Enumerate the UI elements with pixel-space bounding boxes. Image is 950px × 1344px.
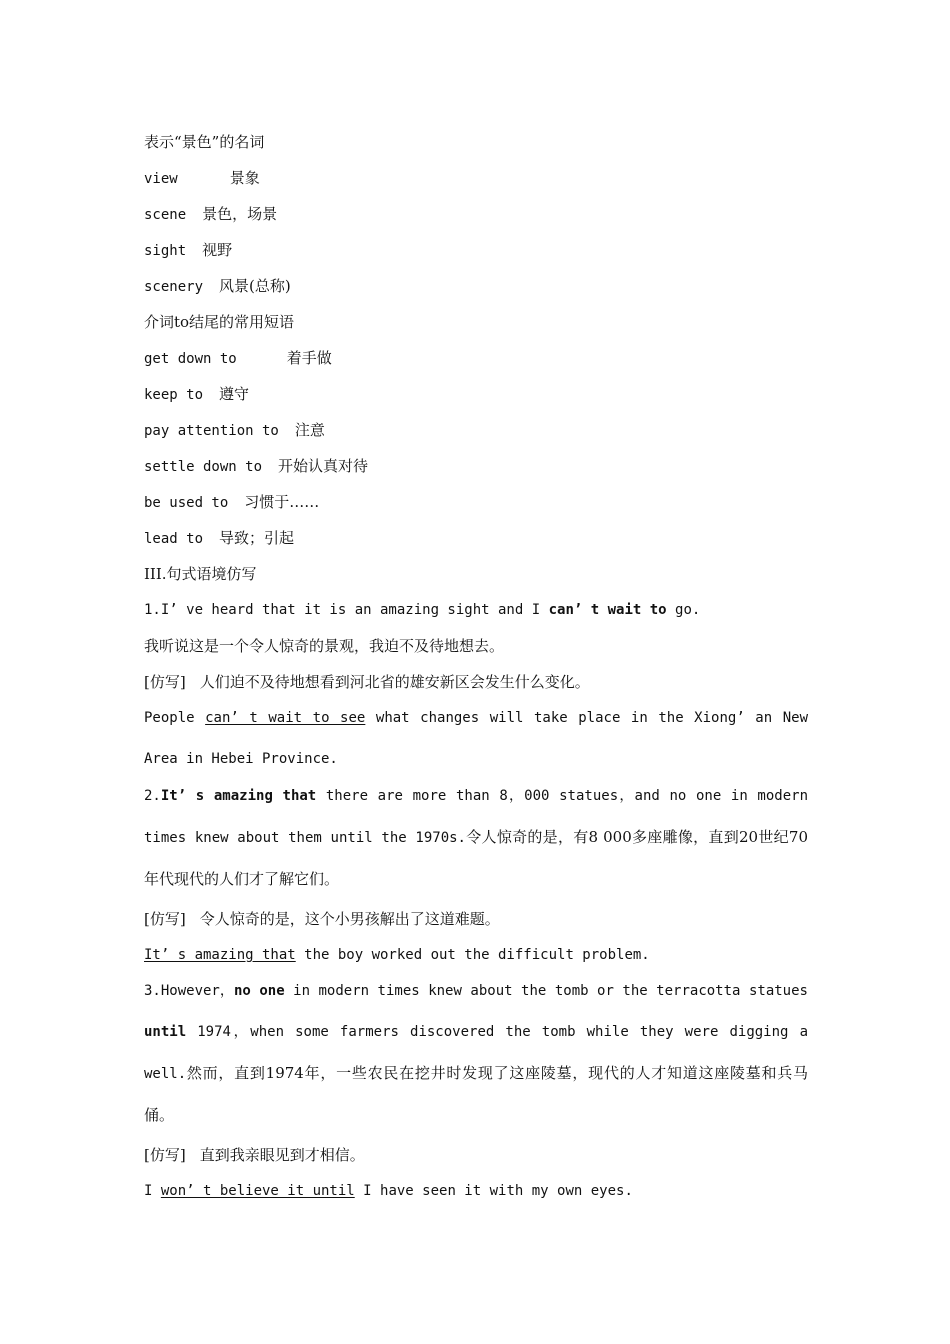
example-translation-2: 令人惊奇的是，有8 000多座雕像，直到20世纪70年代现代的人们才了解它们。 xyxy=(144,828,808,888)
sentence-number: 1. xyxy=(144,602,161,618)
sentence-number: 2. xyxy=(144,788,161,804)
sentence-text: I’ ve heard that it is an amazing sight and I xyxy=(160,602,549,618)
phrase-en: keep to xyxy=(144,387,204,403)
answer-blank: can’ t wait to see xyxy=(205,710,366,726)
heading-scenery-nouns: 表示“景色”的名词 xyxy=(144,133,265,151)
vocab-en: sight xyxy=(144,243,187,259)
key-pattern: no one xyxy=(234,983,285,999)
vocab-item xyxy=(144,268,808,304)
heading-sentence-imitation: III.句式语境仿写 xyxy=(144,565,257,583)
imitation-answer-3 xyxy=(144,1173,808,1209)
answer-text: what changes will take place in the Xiong’ an New Area in Hebei Province. xyxy=(144,710,808,767)
imitation-label: [仿写] xyxy=(144,910,186,928)
imitation-answer-2 xyxy=(144,937,808,973)
vocab-en: view xyxy=(144,171,178,187)
imitation-task-3 xyxy=(144,1137,808,1173)
phrase-en: lead to xyxy=(144,531,204,547)
phrase-item xyxy=(144,484,808,520)
phrase-en: pay attention to xyxy=(144,423,279,439)
vocab-item xyxy=(144,160,808,196)
sentence-text: in modern times knew about the tomb or the terracotta statues xyxy=(284,983,808,999)
imitation-label: [仿写] xyxy=(144,1146,186,1164)
phrase-zh: 开始认真对待 xyxy=(278,457,369,475)
phrase-en: settle down to xyxy=(144,459,263,475)
vocab-item xyxy=(144,196,808,232)
vocab-en: scene xyxy=(144,207,187,223)
example-sentence-2 xyxy=(144,776,808,901)
phrase-zh: 着手做 xyxy=(286,349,332,367)
heading-to-phrases: 介词to结尾的常用短语 xyxy=(144,313,295,331)
vocab-zh: 景象 xyxy=(229,169,260,187)
imitation-task-1 xyxy=(144,664,808,700)
sentence-text: there are more than 8，000 statues，and no one in modern times knew about them until the 1970s. xyxy=(144,788,808,846)
answer-blank: won’ t believe it until xyxy=(160,1183,355,1199)
vocab-item xyxy=(144,232,808,268)
sentence-text: 1974，when some farmers discovered the tomb while they were digging a well. xyxy=(144,1024,808,1082)
imitation-prompt: 令人惊奇的是，这个小男孩解出了这道难题。 xyxy=(199,910,500,928)
sentence-text: go. xyxy=(666,602,701,618)
imitation-prompt: 直到我亲眼见到才相信。 xyxy=(199,1146,365,1164)
document-content xyxy=(144,124,808,1209)
answer-text: People xyxy=(144,710,206,726)
answer-text: the boy worked out the difficult problem. xyxy=(295,947,650,963)
example-sentence-1 xyxy=(144,592,808,628)
sentence-text: However， xyxy=(160,983,234,999)
answer-text: I xyxy=(144,1183,161,1199)
example-translation-3: 然而，直到1974年，一些农民在挖井时发现了这座陵墓，现代的人才知道这座陵墓和兵马俑。 xyxy=(144,1064,808,1124)
imitation-task-2 xyxy=(144,901,808,937)
phrase-zh: 遵守 xyxy=(219,385,250,403)
example-translation-1: 我听说这是一个令人惊奇的景观，我迫不及待地想去。 xyxy=(144,637,505,655)
phrase-zh: 导致；引起 xyxy=(219,529,295,547)
imitation-prompt: 人们迫不及待地想看到河北省的雄安新区会发生什么变化。 xyxy=(199,673,590,691)
phrase-en: be used to xyxy=(144,495,229,511)
vocab-zh: 视野 xyxy=(202,241,233,259)
phrase-zh: 习惯于…… xyxy=(244,493,320,511)
phrase-item xyxy=(144,520,808,556)
vocab-en: scenery xyxy=(144,279,204,295)
answer-text: I have seen it with my own eyes. xyxy=(354,1183,633,1199)
key-pattern: can’ t wait to xyxy=(548,602,667,618)
sentence-number: 3. xyxy=(144,983,161,999)
key-pattern: It’ s amazing that xyxy=(160,788,317,804)
phrase-item xyxy=(144,340,808,376)
phrase-en: get down to xyxy=(144,351,237,367)
phrase-item xyxy=(144,412,808,448)
key-pattern: until xyxy=(144,1024,187,1040)
answer-blank: It’ s amazing that xyxy=(144,947,296,963)
example-sentence-3 xyxy=(144,971,808,1137)
vocab-zh: 风景(总称) xyxy=(219,277,291,295)
phrase-item xyxy=(144,376,808,412)
imitation-label: [仿写] xyxy=(144,673,186,691)
vocab-zh: 景色，场景 xyxy=(202,205,278,223)
phrase-zh: 注意 xyxy=(294,421,325,439)
phrase-item xyxy=(144,448,808,484)
imitation-answer-1 xyxy=(144,698,808,780)
